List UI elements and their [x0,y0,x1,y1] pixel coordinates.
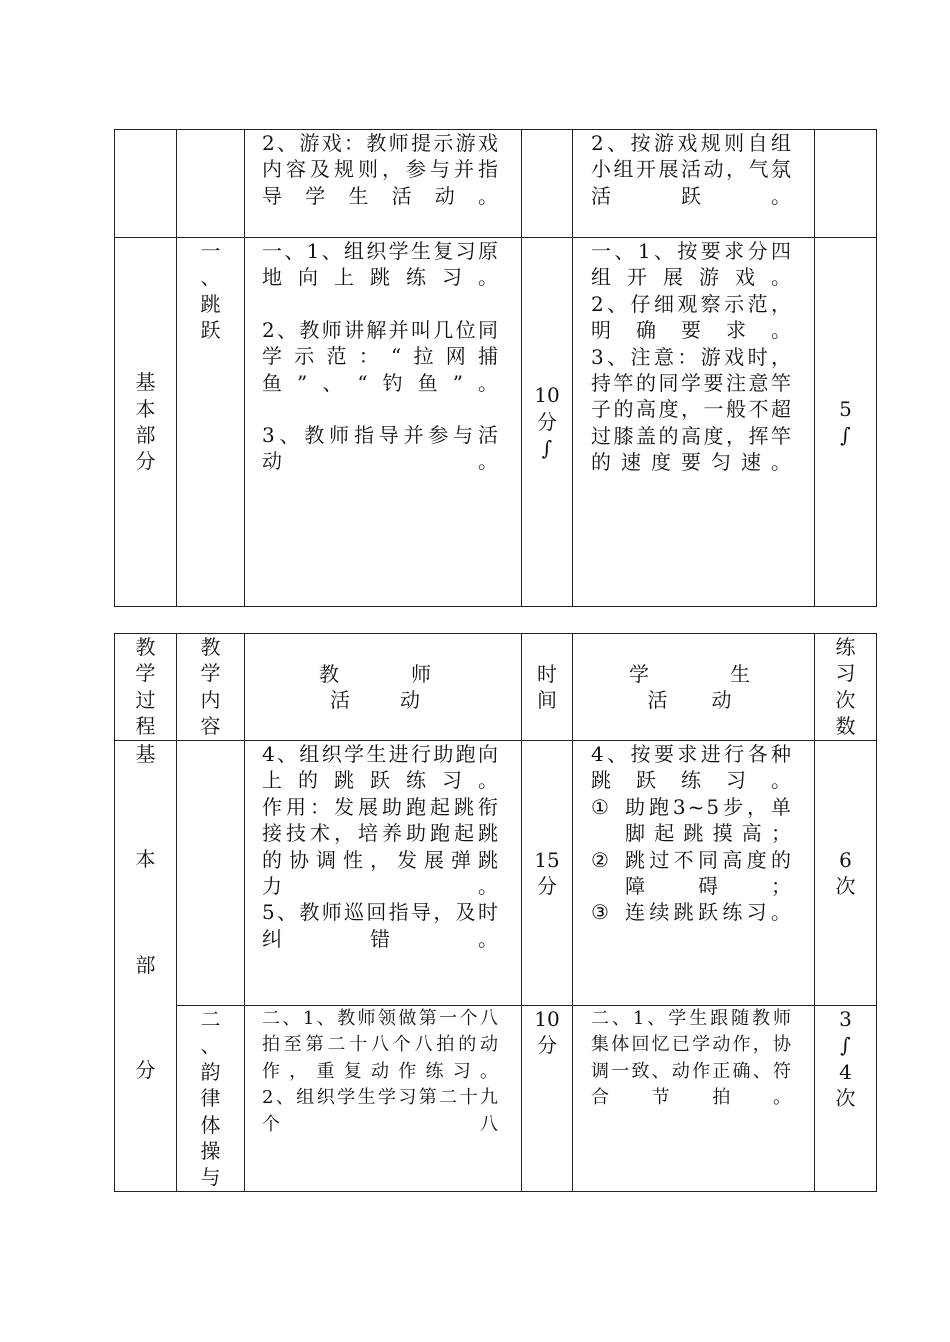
content-cell: 二 、 韵 律 体 操 与 [177,1006,245,1192]
student-step-3: 3、注意：游戏时，持竿的同学要注意竿子的高度，一般不超过膝盖的高度，挥竿的速度要匀速。 [591,344,793,475]
process-cell: 基 本 部 分 [115,238,177,607]
content-cell [177,130,245,238]
teacher-activity-cell [245,1006,522,1192]
header-content: 教 学 内 容 [177,634,245,741]
time-cell: 10 分 [522,1006,573,1192]
time-cell: 10 分 ∫ [522,238,573,607]
list-item: ③ 连续跳跃练习。 [591,900,793,925]
teacher-activity-cell [245,741,522,1006]
student-step-1: 一、1、按要求分四组开展游戏。 [591,239,793,290]
count-cell: 5 ∫ [815,238,877,607]
header-process: 教 学 过 程 [115,634,177,741]
teacher-step-1: 一、1、组织学生复习原地向上跳练习。 [262,239,500,290]
count-cell [815,130,877,238]
teacher-step-rhythm-1: 二、1、教师领做第一个八拍至第二十八个八拍的动作，重复动作练习。 [262,1008,500,1082]
student-activity-cell [573,238,815,607]
list-item: ② 跳过不同高度的障碍； [591,847,793,899]
header-teacher-activity: 教师活动 [245,634,522,741]
teacher-step-rhythm-2: 2、组织学生学习第二十九个八 [262,1087,500,1135]
process-cell [115,130,177,238]
content-cell [177,741,245,1006]
table-row [115,1006,877,1192]
student-step-4: 4、按要求进行各种跳跃练习。 [591,742,793,793]
lesson-table-continued [114,129,877,607]
table-header-row [115,634,877,741]
header-time: 时 间 [522,634,573,741]
teacher-step-4: 4、组织学生进行助跑向上的跳跃练习。 [262,742,500,793]
student-activity-cell [573,130,815,238]
lesson-table [114,633,877,1192]
table-row [115,238,877,607]
count-cell: 3 ∫ 4 次 [815,1006,877,1192]
teacher-activity-cell [245,238,522,607]
teacher-activity-cell [245,130,522,238]
process-cell: 基 本 部 分 [115,741,177,1192]
time-cell: 15 分 [522,741,573,1006]
teacher-step-3: 3、教师指导并参与活动。 [262,423,500,474]
student-step-rhythm-1: 二、1、学生跟随教师集体回忆已学动作，协调一致、动作正确、符合节拍。 [591,1008,793,1109]
student-activity-cell [573,1006,815,1192]
content-cell: 一 、 跳 跃 [177,238,245,607]
teacher-purpose: 作用：发展助跑起跳衔接技术，培养助跑起跳的协调性，发展弹跳力。 [262,794,500,899]
time-cell [522,130,573,238]
teacher-step-5: 5、教师巡回指导，及时纠错。 [262,900,500,951]
table-row [115,130,877,238]
header-student-activity: 学生活动 [573,634,815,741]
student-step-2: 2、仔细观察示范，明确要求。 [591,291,793,343]
count-cell: 6 次 [815,741,877,1006]
list-item: ① 助跑3~5步，单脚起跳摸高； [591,794,793,846]
student-activity-cell [573,741,815,1006]
table-row [115,741,877,1006]
teacher-step-2: 2、教师讲解并叫几位同学示范：“拉网捕鱼”、“钓鱼”。 [262,317,500,395]
student-activity-text: 2、按游戏规则自组小组开展活动，气氛活跃。 [591,131,793,208]
teacher-activity-text: 2、游戏：教师提示游戏内容及规则，参与并指导学生活动。 [262,131,500,208]
header-count: 练 习 次 数 [815,634,877,741]
